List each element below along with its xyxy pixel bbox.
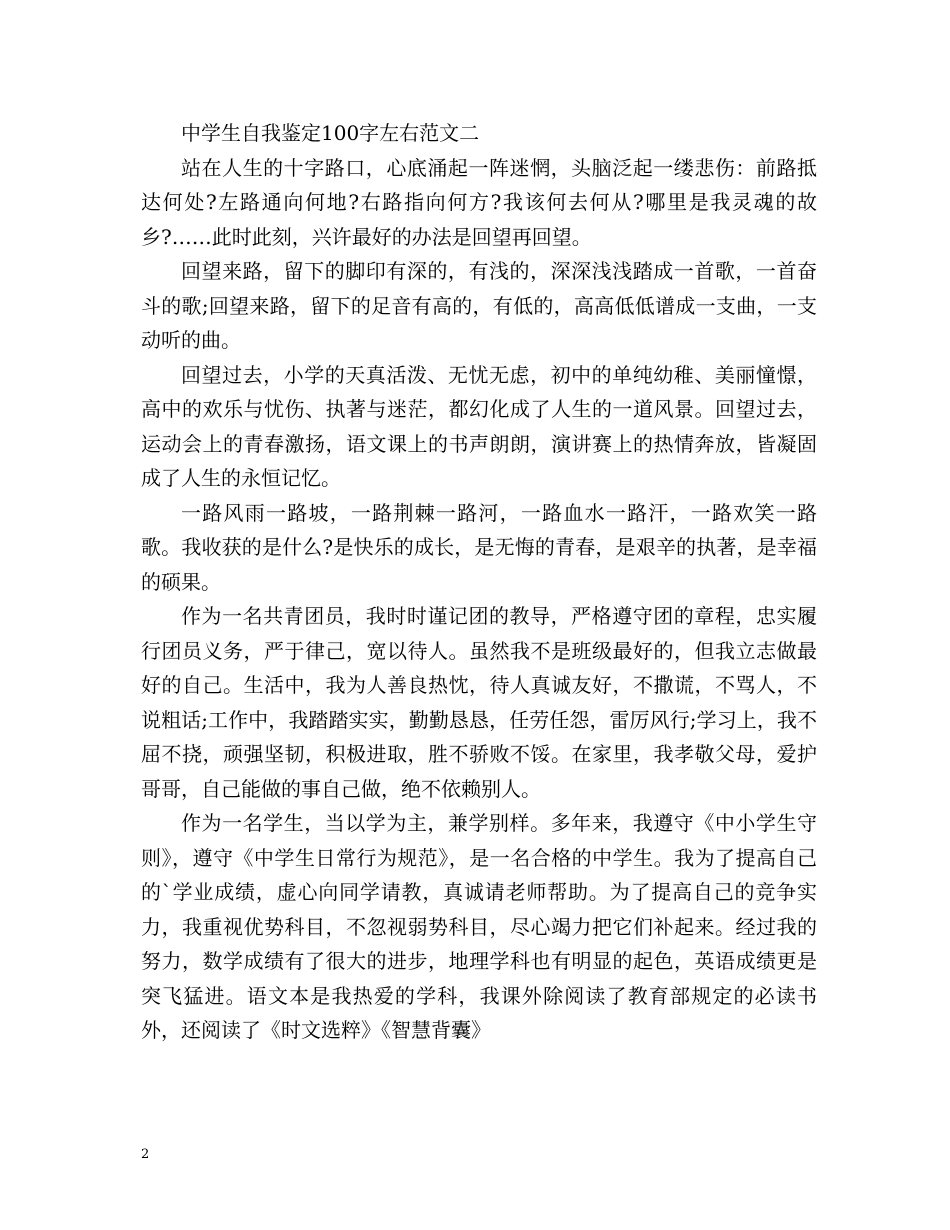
document-title: 中学生自我鉴定100字左右范文二	[181, 121, 480, 145]
document-body	[141, 116, 817, 1048]
paragraph-4: 一路风雨一路坡，一路荆棘一路河，一路血水一路汗，一路欢笑一路歌。我收获的是什么?是快乐的成长，是无悔的青春，是艰辛的执著，是幸福的硕果。	[141, 500, 817, 594]
paragraph-3: 回望过去，小学的天真活泼、无忧无虑，初中的单纯幼稚、美丽憧憬，高中的欢乐与忧伤、执著与迷茫，都幻化成了人生的一道风景。回望过去，运动会上的青春激扬，语文课上的书声朗朗，演讲赛上的热情奔放，皆凝固成了人生的永恒记忆。	[141, 362, 817, 490]
paragraph-6: 作为一名学生，当以学为主，兼学别样。多年来，我遵守《中小学生守则》，遵守《中学生日常行为规范》，是一名合格的中学生。我为了提高自己的`学业成绩，虚心向同学请教，真诚请老师帮助。为了提高自己的竞争实力，我重视优势科目，不忽视弱势科目，尽心竭力把它们补起来。经过我的努力，数学成绩有了很大的进步，地理学科也有明显的起色，英语成绩更是突飞猛进。语文本是我热爱的学科，我课外除阅读了教育部规定的必读书外，还阅读了《时文选粹》《智慧背囊》	[141, 811, 817, 1042]
paragraph-2: 回望来路，留下的脚印有深的，有浅的，深深浅浅踏成一首歌，一首奋斗的歌;回望来路，留下的足音有高的，有低的，高高低低谱成一支曲，一支动听的曲。	[141, 259, 817, 352]
page-number: 2	[141, 1147, 150, 1162]
paragraph-5: 作为一名共青团员，我时时谨记团的教导，严格遵守团的章程，忠实履行团员义务，严于律己，宽以待人。虽然我不是班级最好的，但我立志做最好的自己。生活中，我为人善良热忱，待人真诚友好，不撒谎，不骂人，不说粗话;工作中，我踏踏实实，勤勤恳恳，任劳任怨，雷厉风行;学习上，我不屈不挠，顽强坚韧，积极进取，胜不骄败不馁。在家里，我孝敬父母，爱护哥哥，自己能做的事自己做，绝不依赖别人。	[141, 604, 817, 801]
paragraph-1: 站在人生的十字路口，心底涌起一阵迷惘，头脑泛起一缕悲伤：前路抵达何处?左路通向何地?右路指向何方?我该何去何从?哪里是我灵魂的故乡?……此时此刻，兴许最好的办法是回望再回望。	[141, 155, 817, 249]
